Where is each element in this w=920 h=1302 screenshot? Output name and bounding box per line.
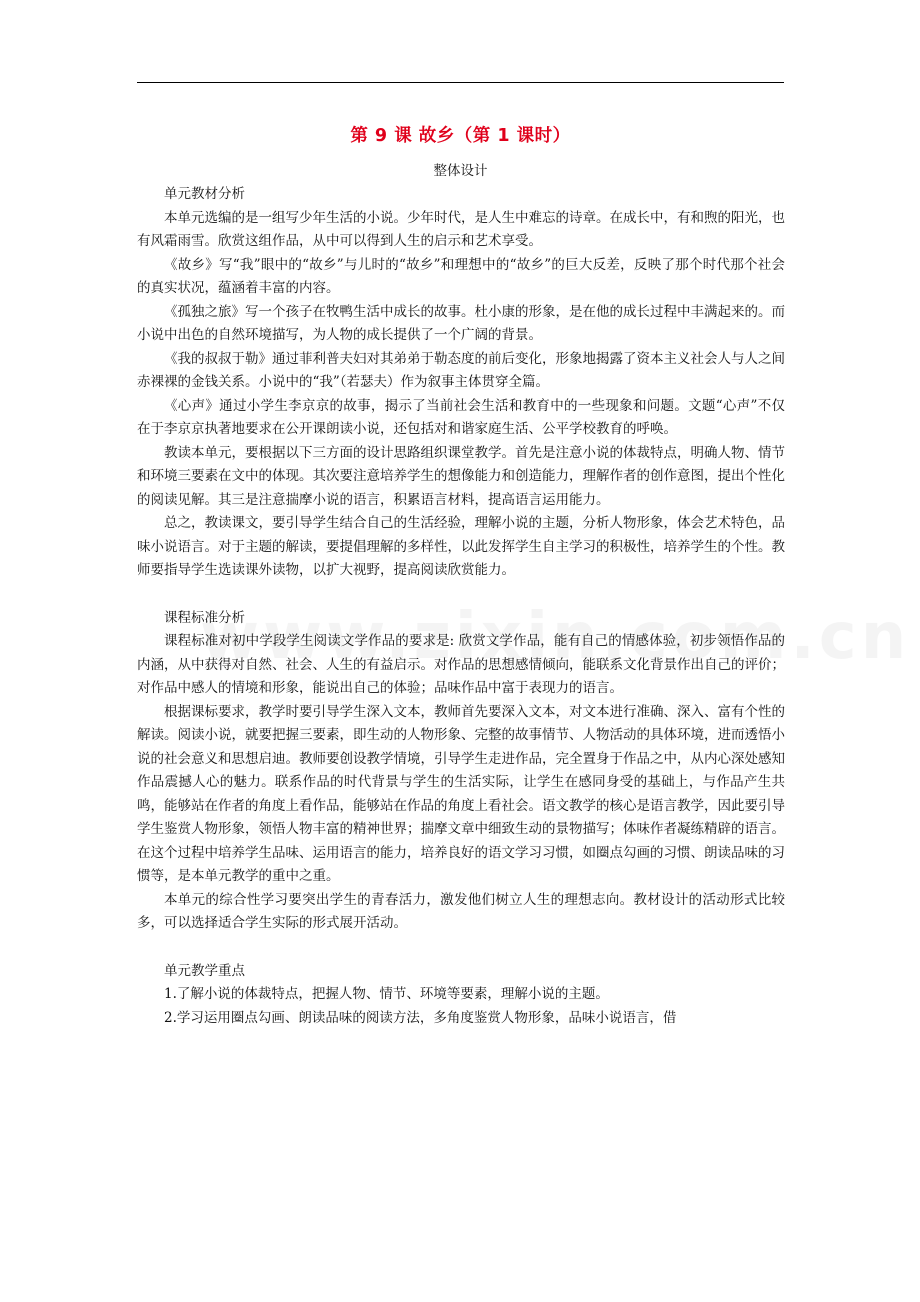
list-item: 1.了解小说的体裁特点，把握人物、情节、环境等要素，理解小说的主题。: [164, 986, 609, 1002]
paragraph: 《心声》通过小学生李京京的故事，揭示了当前社会生活和教育中的一些现象和问题。文题“心声”不仅在于李京京执著地要求在公开课朗读小说，还包括对和谐家庭生活、公平学校教育的呼唤。: [137, 397, 785, 437]
section-spacer: [137, 583, 785, 607]
paragraph: 《故乡》写“我”眼中的“故乡”与儿时的“故乡”和理想中的“故乡”的巨大反差，反映了那个时代那个社会的真实状况，蕴涵着丰富的内容。: [137, 256, 785, 296]
document-body: [137, 183, 785, 1030]
section-spacer: [137, 936, 785, 960]
heading-curriculum-analysis: 课程标准分析: [164, 609, 245, 626]
lesson-title: 第 9 课 故乡（第 1 课时）: [350, 126, 571, 146]
header-rule: [137, 82, 784, 83]
paragraph: 根据课标要求，教学时要引导学生深入文本，教师首先要深入文本，对文本进行准确、深入、富有个性的解读。阅读小说，就要把握三要素，即生动的人物形象、完整的故事情节、人物活动的具体环境，进而透悟小说的社会意义和思想启迪。教师要创设教学情境，引导学生走进作品，完全置身于作品之中，从内心深处感知作品震撼人心的魅力。联系作品的时代背景与学生的生活实际，让学生在感同身受的基础上，与作品产生共鸣，能够站在作者的角度上看作品，能够站在作品的角度上看社会。语文教学的核心是语言教学，因此要引导学生鉴赏人物形象，领悟人物丰富的精神世界；揣摩文章中细致生动的景物描写；体味作者凝练精辟的语言。在这个过程中培养学生品味、运用语言的能力，培养良好的语文学习习惯，如圈点勾画的习惯、朗读品味的习惯等，是本单元教学的重中之重。: [137, 703, 785, 884]
heading-unit-analysis: 单元教材分析: [164, 186, 245, 202]
heading-unit-focus: 单元教学重点: [164, 962, 245, 979]
paragraph: 《我的叔叔于勒》通过菲利普夫妇对其弟弟于勒态度的前后变化，形象地揭露了资本主义社会人与人之间赤裸裸的金钱关系。小说中的“我”（若瑟夫）作为叙事主体贯穿全篇。: [137, 350, 785, 390]
paragraph: 本单元的综合性学习要突出学生的青春活力，激发他们树立人生的理想志向。教材设计的活动形式比较多，可以选择适合学生实际的形式展开活动。: [137, 891, 785, 931]
list-item: 2.学习运用圈点勾画、朗读品味的阅读方法，多角度鉴赏人物形象，品味小说语言，借: [164, 1009, 677, 1026]
paragraph: 总之，教读课文，要引导学生结合自己的生活经验，理解小说的主题，分析人物形象，体会艺术特色，品味小说语言。对于主题的解读，要提倡理解的多样性，以此发挥学生自主学习的积极性，培养学生的个性。教师要指导学生选读课外读物，以扩大视野，提高阅读欣赏能力。: [137, 515, 785, 578]
paragraph: 课程标准对初中学段学生阅读文学作品的要求是: 欣赏文学作品，能有自己的情感体验，初步领悟作品的内涵，从中获得对自然、社会、人生的有益启示。对作品的思想感情倾向，能联系文化背景作出自己的评价；对作品中感人的情境和形象，能说出自己的体验；品味作品中富于表现力的语言。: [137, 633, 785, 696]
paragraph: 教读本单元，要根据以下三方面的设计思路组织课堂教学。首先是注意小说的体裁特点，明确人物、情节和环境三要素在文中的体现。其次要注意培养学生的想像能力和创造能力，理解作者的创作意图，提出个性化的阅读见解。其三是注意揣摩小说的语言，积累语言材料，提高语言运用能力。: [137, 444, 785, 508]
paragraph: 《孤独之旅》写一个孩子在牧鸭生活中成长的故事。杜小康的形象，是在他的成长过程中丰满起来的。而小说中出色的自然环境描写，为人物的成长提供了一个广阔的背景。: [137, 303, 785, 343]
section-subtitle: 整体设计: [433, 163, 488, 179]
paragraph: 本单元选编的是一组写少年生活的小说。少年时代，是人生中难忘的诗章。在成长中，有和煦的阳光，也有风霜雨雪。欣赏这组作品，从中可以得到人生的启示和艺术享受。: [137, 209, 785, 249]
